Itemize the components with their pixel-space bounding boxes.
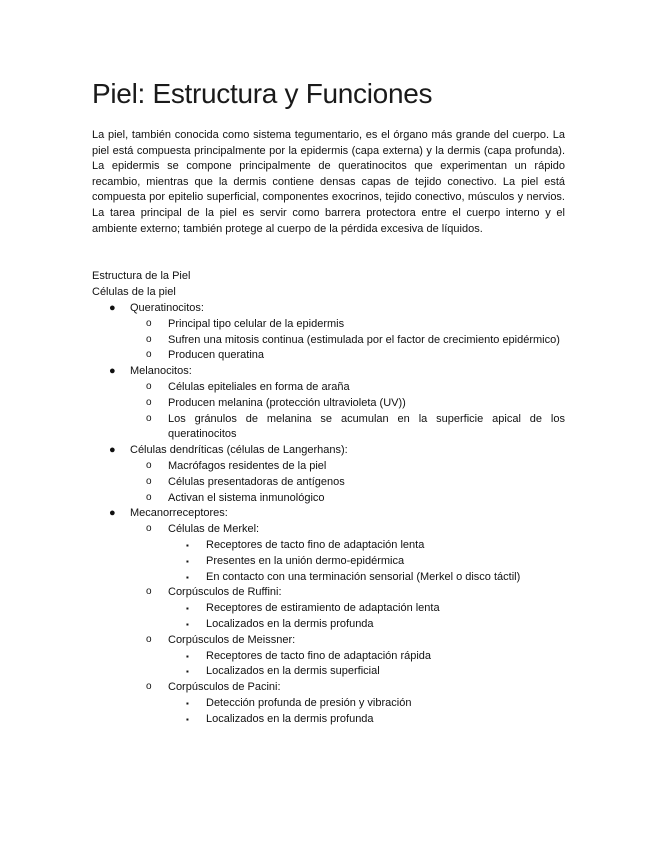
bullet-icon: ▪ [186,556,189,566]
subitem-text: Receptores de tacto fino de adaptación rápida [206,649,432,662]
item-text: Los gránulos de melanina se acumulan en la superficie apical de los queratinocitos [168,412,565,441]
item-text: Producen queratina [168,349,265,362]
list-item [168,664,565,680]
bullet-icon: o [146,586,152,598]
list-item [168,696,565,712]
bullet-icon: ▪ [186,651,189,661]
subitem-text: Presentes en la unión dermo-epidérmica [206,554,405,567]
item-text: Activan el sistema inmunológico [168,491,325,504]
bullet-icon: ▪ [186,667,189,677]
level3-list [168,649,565,681]
item-text: Corpúsculos de Meissner: [168,633,296,646]
list-item [130,348,565,364]
list-item [92,506,565,727]
bullet-icon: o [146,523,152,535]
bullet-icon: ● [109,507,116,520]
bullet-icon: ▪ [186,714,189,724]
section-heading: Estructura de la Piel [92,270,191,282]
level3-list [168,601,565,633]
item-text: Células presentadoras de antígenos [168,475,345,488]
bullet-icon: o [146,475,152,487]
bullet-icon: ▪ [186,698,189,708]
bullet-icon: ▪ [186,540,189,550]
level3-list [168,538,565,585]
level2-list [130,522,565,727]
bullet-icon: o [146,412,152,424]
subitem-text: Localizados en la dermis profunda [206,617,374,630]
list-item [130,633,565,680]
list-item [168,570,565,586]
list-item [130,412,565,444]
bullet-icon: ● [109,444,116,457]
bullet-icon: o [146,681,152,693]
group-label: Queratinocitos: [130,302,204,314]
item-text: Principal tipo celular de la epidermis [168,317,345,330]
list-item [130,380,565,396]
level2-list [130,380,565,443]
list-item [130,396,565,412]
list-item [168,601,565,617]
list-item [130,317,565,333]
list-item [168,617,565,633]
group-label: Células dendríticas (células de Langerhans): [130,444,348,457]
bullet-icon: o [146,459,152,471]
subitem-text: Localizados en la dermis superficial [206,665,380,678]
page-title: Piel: Estructura y Funciones [92,78,433,109]
bullet-icon: o [146,333,152,345]
item-text: Macrófagos residentes de la piel [168,459,327,472]
list-item [92,443,565,506]
list-item [168,712,565,728]
bullet-icon: o [146,317,152,329]
subitem-text: Receptores de estiramiento de adaptación lenta [206,602,440,615]
list-item [130,491,565,507]
list-item [92,301,565,364]
group-label: Melanocitos: [130,365,192,378]
item-text: Corpúsculos de Ruffini: [168,586,282,599]
bullet-icon: o [146,380,152,392]
level1-list [92,301,565,728]
list-item [130,522,565,585]
group-label: Mecanorreceptores: [130,507,228,520]
item-text: Células epiteliales en forma de araña [168,380,350,393]
bullet-icon: o [146,491,152,503]
level2-list [130,317,565,364]
list-item [92,364,565,443]
bullet-icon: o [146,349,152,361]
list-item [130,459,565,475]
bullet-icon: ● [109,302,116,314]
intro-paragraph: La piel, también conocida como sistema tegumentario, es el órgano más grande del cuerpo. La piel está compuesta principalmente por la epidermis (capa externa) y la dermis (capa profunda). La epidermis se compone principalmente de queratinocitos que experimentan un rápido recambio, mientras que la dermis contiene densas capas de tejido conectivo. La piel está compuesta por epitelio superficial, componentes exocrinos, tejido conectivo, músculos y nervios. La tarea principal de la piel es servir como barrera protectora entre el cuerpo interno y el ambiente externo; también protege al cuerpo de la pérdida excesiva de líquidos. [92,129,565,235]
subitem-text: Localizados en la dermis profunda [206,712,374,725]
list-item [130,585,565,632]
item-text: Corpúsculos de Pacini: [168,681,281,694]
bullet-icon: o [146,396,152,408]
item-text: Sufren una mitosis continua (estimulada por el factor de crecimiento epidérmico) [168,333,560,346]
bullet-icon: ● [109,365,116,378]
list-item [130,333,565,349]
subitem-text: Detección profunda de presión y vibración [206,696,412,709]
list-item [168,554,565,570]
subitem-text: Receptores de tacto fino de adaptación lenta [206,538,425,551]
cell-type-list [92,301,565,728]
list-item [130,680,565,727]
subsection-heading: Células de la piel [92,286,176,298]
bullet-icon: ▪ [186,572,189,582]
list-item [130,475,565,491]
bullet-icon: o [146,633,152,645]
list-item [168,538,565,554]
bullet-icon: ▪ [186,604,189,614]
level2-list [130,459,565,506]
list-item [168,649,565,665]
bullet-icon: ▪ [186,619,189,629]
level3-list [168,696,565,728]
subitem-text: En contacto con una terminación sensorial (Merkel o disco táctil) [206,570,521,583]
item-text: Producen melanina (protección ultravioleta (UV)) [168,396,406,409]
item-text: Células de Merkel: [168,523,260,536]
